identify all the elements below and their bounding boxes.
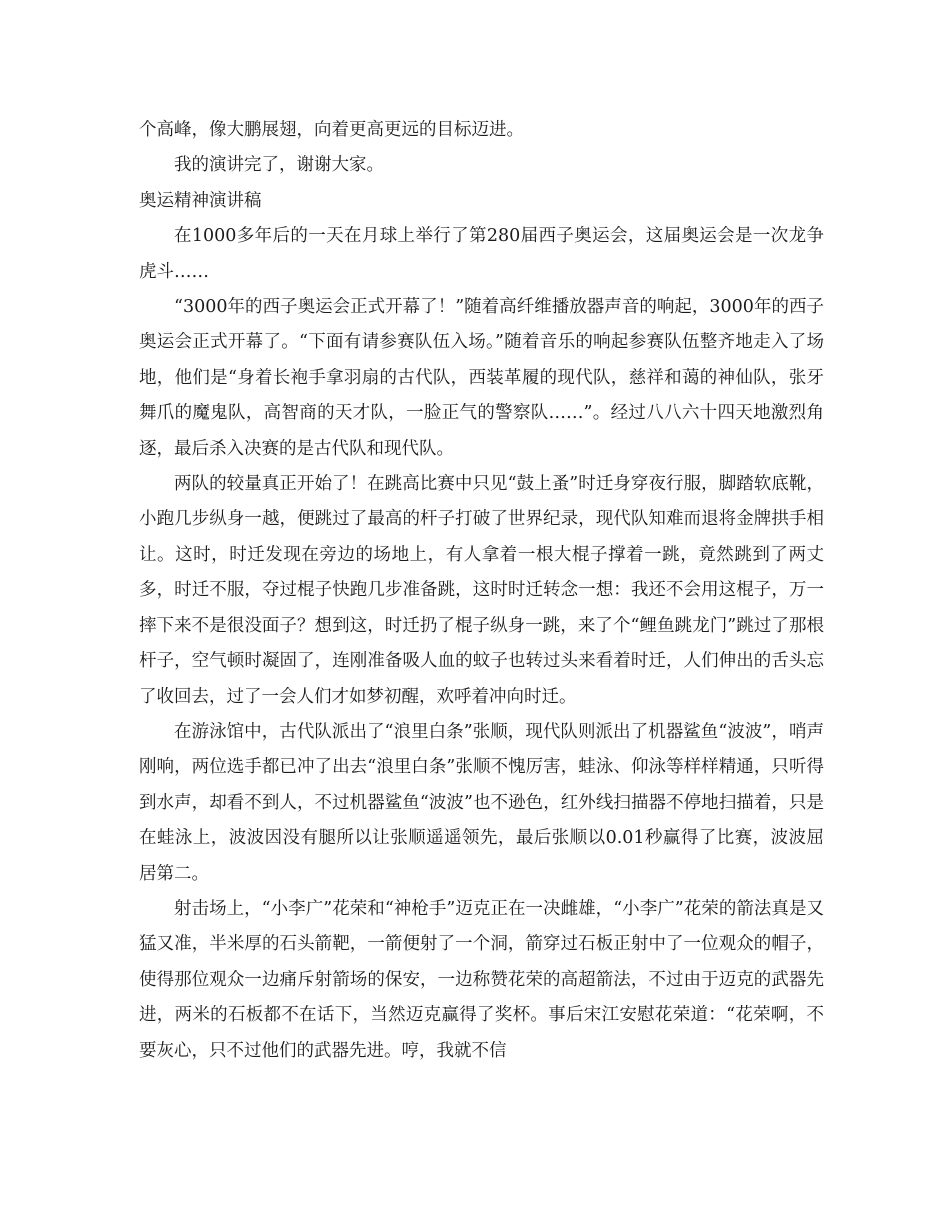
paragraph: 两队的较量真正开始了！在跳高比赛中只见“鼓上蚤”时迁身穿夜行服，脚踏软底靴，小跑几步纵身一越，便跳过了最高的杆子打破了世界纪录，现代队知难而退将金牌拱手相让。这时，时迁发现在旁边的场地上，有人拿着一根大棍子撑着一跳，竟然跳到了两丈多，时迁不服，夺过棍子快跑几步准备跳，这时时迁转念一想：我还不会用这棍子，万一摔下来不是很没面子？想到这，时迁扔了棍子纵身一跳，来了个“鲤鱼跳龙门”跳过了那根杆子，空气顿时凝固了，连刚准备吸人血的蚊子也转过头来看着时迁，人们伸出的舌头忘了收回去，过了一会人们才如梦初醒，欢呼着冲向时迁。 xyxy=(139,474,824,707)
paragraph: 射击场上，“小李广”花荣和“神枪手”迈克正在一决雌雄，“小李广”花荣的箭法真是又猛又准，半米厚的石头箭靶，一箭便射了一个洞，箭穿过石板正射中了一位观众的帽子，使得那位观众一边痛斥射箭场的保安，一边称赞花荣的高超箭法，不过由于迈克的武器先进，两米的石板都不在话下，当然迈克赢得了奖杯。事后宋江安慰花荣道：“花荣啊，不要灰心，只不过他们的武器先进。哼，我就不信 xyxy=(139,898,824,1061)
paragraph: “3000年的西子奥运会正式开幕了！”随着高纤维播放器声音的响起，3000年的西子奥运会正式开幕了。“下面有请参赛队伍入场。”随着音乐的响起参赛队伍整齐地走入了场地，他们是“身着长袍手拿羽扇的古代队，西装革履的现代队，慈祥和蔼的神仙队，张牙舞爪的魔鬼队，高智商的天才队，一脸正气的警察队……”。经过八八六十四天地激烈角逐，最后杀入决赛的是古代队和现代队。 xyxy=(139,297,824,459)
section-heading: 奥运精神演讲稿 xyxy=(139,190,262,211)
paragraph-continued: 个高峰，像大鹏展翅，向着更高更远的目标迈进。 xyxy=(139,120,524,140)
document-body xyxy=(139,113,824,1069)
paragraph-closing: 我的演讲完了，谢谢大家。 xyxy=(174,155,384,176)
paragraph: 在1000多年后的一天在月球上举行了第280届西子奥运会，这届奥运会是一次龙争虎斗…… xyxy=(139,226,824,282)
paragraph: 在游泳馆中，古代队派出了“浪里白条”张顺，现代队则派出了机器鲨鱼“波波”，哨声刚响，两位选手都已冲了出去“浪里白条”张顺不愧厉害，蛙泳、仰泳等样样精通，只听得到水声，却看不到人，不过机器鲨鱼“波波”也不逊色，红外线扫描器不停地扫描着，只是在蛙泳上，波波因没有腿所以让张顺遥遥领先，最后张顺以0.01秒赢得了比赛，波波屈居第二。 xyxy=(139,721,824,884)
